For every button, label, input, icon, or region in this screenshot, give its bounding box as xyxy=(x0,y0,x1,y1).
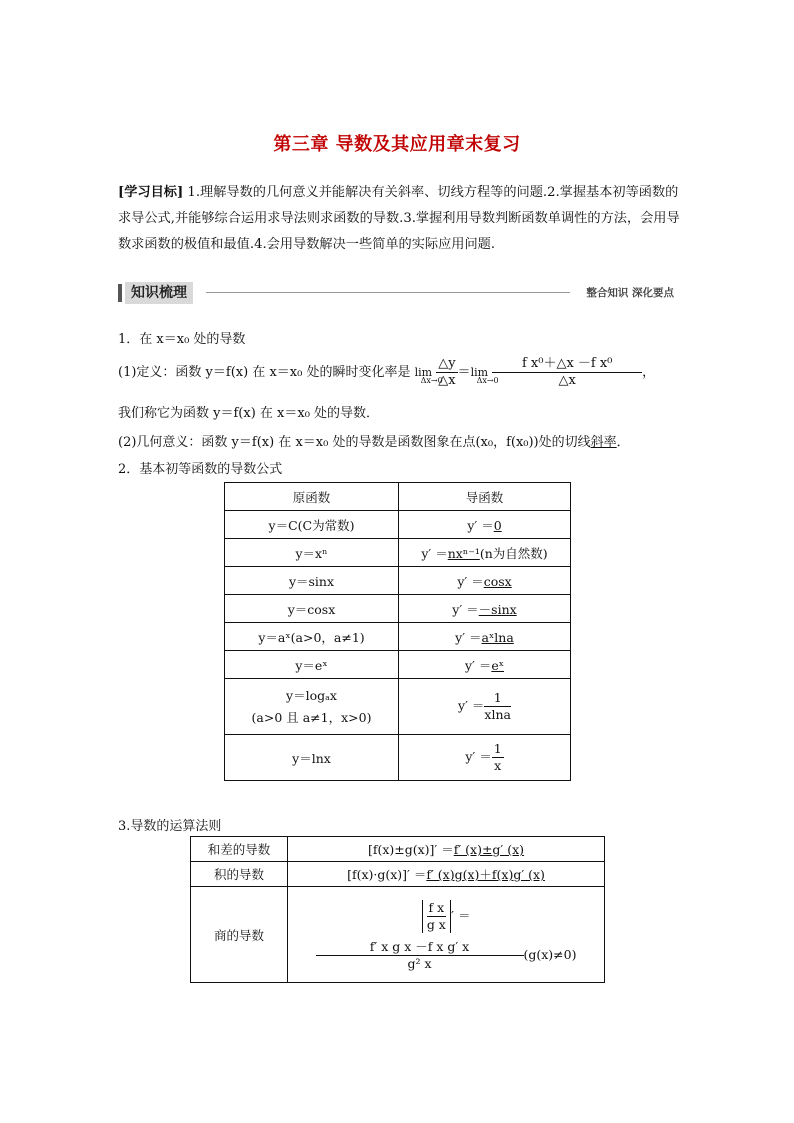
quot-den: g² x xyxy=(407,955,432,971)
lim-sub: Δx→0 xyxy=(420,376,443,385)
item3-heading: 3.导数的运算法则 xyxy=(118,819,222,834)
goals-tag: [学习目标] xyxy=(118,185,184,200)
quotient-result-line xyxy=(288,939,604,972)
frac2-num: f x⁰＋△x －f x⁰ xyxy=(492,356,642,373)
deriv-pre: y′ ＝ xyxy=(458,698,485,713)
rule-name: 积的导数 xyxy=(191,862,288,887)
quotient-bracket-line xyxy=(288,900,604,933)
deriv-answer: －sinx xyxy=(478,601,517,617)
deriv-cell xyxy=(399,679,571,735)
frac-den: xlna xyxy=(484,707,511,722)
deriv-answer: eˣ xyxy=(491,657,505,673)
func-cell: y＝xⁿ xyxy=(225,539,399,567)
lim-symbol-2 xyxy=(470,366,499,385)
lim-text-2: lim xyxy=(470,366,489,379)
table-row xyxy=(225,651,571,679)
func-cell: y＝sinx xyxy=(225,567,399,595)
table-row xyxy=(225,679,571,735)
bracket xyxy=(422,900,452,933)
section-divider xyxy=(206,292,570,293)
item1-definition xyxy=(118,356,678,389)
deriv-answer: cosx xyxy=(483,573,512,589)
func-cell: y＝eˣ xyxy=(225,651,399,679)
rule-name: 和差的导数 xyxy=(191,837,288,862)
deriv-pre: y′ ＝ xyxy=(452,601,479,617)
fraction-diff-quotient xyxy=(492,356,642,389)
deriv-post: (n为自然数) xyxy=(479,545,548,561)
table-row xyxy=(191,887,605,983)
derivative-formula-table xyxy=(224,482,571,781)
deriv-cell xyxy=(399,539,571,567)
def-end: ， xyxy=(642,365,656,380)
func-cell xyxy=(225,679,399,735)
rule-answer: f′ (x)±g′ (x) xyxy=(453,842,525,857)
quotient-formula xyxy=(288,887,605,983)
deriv-answer: aˣlna xyxy=(481,629,514,645)
table-row xyxy=(191,837,605,862)
geo-prefix: (2)几何意义：函数 y＝f(x) 在 x＝x₀ 处的导数是函数图象在点(x₀，f(x₀))处的切线 xyxy=(118,435,591,450)
table-row xyxy=(225,735,571,781)
learning-goals xyxy=(118,180,680,258)
deriv-cell xyxy=(399,623,571,651)
quot-num: f′ x g x －f x g′ x xyxy=(316,939,524,956)
table-row xyxy=(225,567,571,595)
derivative-rules-table xyxy=(190,836,605,983)
lim-sub-2: Δx→0 xyxy=(476,376,499,385)
func-cell: y＝aˣ(a>0，a≠1) xyxy=(225,623,399,651)
deriv-cell xyxy=(399,735,571,781)
deriv-cell xyxy=(399,651,571,679)
section-subtitle: 整合知识 深化要点 xyxy=(586,287,674,299)
rule-formula xyxy=(288,862,605,887)
deriv-pre: y′ ＝ xyxy=(464,657,492,673)
frac1-den: △x xyxy=(438,373,456,388)
log-func-line1: y＝logₐx xyxy=(286,687,337,703)
deriv-pre: y′ ＝ xyxy=(467,517,494,533)
frac-num: 1 xyxy=(484,690,511,707)
deriv-cell xyxy=(399,511,571,539)
goals-text: 1.理解导数的几何意义并能解决有关斜率、切线方程等的问题.2.掌握基本初等函数的求导公式,并能够综合运用求导法则求函数的导数.3.掌握利用导数判断函数单调性的方法，会用导数求函数的极值和最值.4.会用导数解决一些简单的实际应用问题. xyxy=(118,185,680,252)
quotient-fraction xyxy=(316,939,524,972)
eq-sign: ＝ xyxy=(457,365,471,380)
item2-heading: 2．基本初等函数的导数公式 xyxy=(118,462,283,477)
bracket-fraction xyxy=(427,900,447,933)
func-cell: y＝C(C为常数) xyxy=(225,511,399,539)
geo-end: ． xyxy=(616,435,630,450)
header-original: 原函数 xyxy=(225,483,399,511)
log-func-line2: (a>0 且 a≠1，x>0) xyxy=(251,709,372,725)
deriv-pre: y′ ＝ xyxy=(457,573,484,589)
rule-answer: f′ (x)g(x)＋f(x)g′ (x) xyxy=(426,867,545,882)
deriv-answer: nxⁿ⁻¹ xyxy=(447,545,480,561)
br-post: ′ ＝ xyxy=(451,907,471,923)
deriv-pre: y′ ＝ xyxy=(421,545,448,561)
deriv-answer: 0 xyxy=(493,517,502,533)
br-den: g x xyxy=(426,916,446,932)
log-deriv-fraction xyxy=(484,690,511,723)
geo-underline: 斜率 xyxy=(590,435,617,450)
deriv-pre: y′ ＝ xyxy=(465,749,492,764)
quot-condition: (g(x)≠0) xyxy=(523,946,577,962)
table-row xyxy=(225,511,571,539)
deriv-cell xyxy=(399,595,571,623)
header-derivative: 导函数 xyxy=(399,483,571,511)
lim-text: lim xyxy=(414,366,433,379)
frac-num: 1 xyxy=(493,741,502,756)
table-row xyxy=(225,539,571,567)
rule-pre: [f(x)·g(x)]′ ＝ xyxy=(347,867,427,882)
section-label: 知识梳理 xyxy=(125,282,193,304)
section-marker xyxy=(118,284,122,302)
ln-deriv-fraction xyxy=(492,741,504,774)
page-title: 第三章 导数及其应用章末复习 xyxy=(273,134,521,155)
table-row xyxy=(225,623,571,651)
frac2-den: △x xyxy=(558,373,576,388)
func-cell: y＝cosx xyxy=(225,595,399,623)
def-line2: 我们称它为函数 y＝f(x) 在 x＝x₀ 处的导数． xyxy=(118,406,380,421)
item1-heading: 1．在 x＝x₀ 处的导数 xyxy=(118,332,246,347)
table-row xyxy=(191,862,605,887)
item1-geometry xyxy=(118,431,630,450)
def-prefix: (1)定义：函数 y＝f(x) 在 x＝x₀ 处的瞬时变化率是 xyxy=(118,365,411,380)
frac-den: x xyxy=(494,758,502,773)
frac1-num: △y xyxy=(438,356,456,371)
lim-symbol xyxy=(414,366,443,385)
deriv-pre: y′ ＝ xyxy=(455,629,482,645)
deriv-cell xyxy=(399,567,571,595)
table-row xyxy=(225,595,571,623)
section-header xyxy=(118,282,680,304)
func-cell: y＝lnx xyxy=(225,735,399,781)
rule-formula xyxy=(288,837,605,862)
rule-name: 商的导数 xyxy=(191,887,288,983)
rule-pre: [f(x)±g(x)]′ ＝ xyxy=(367,842,454,857)
br-num: f x xyxy=(428,899,445,915)
